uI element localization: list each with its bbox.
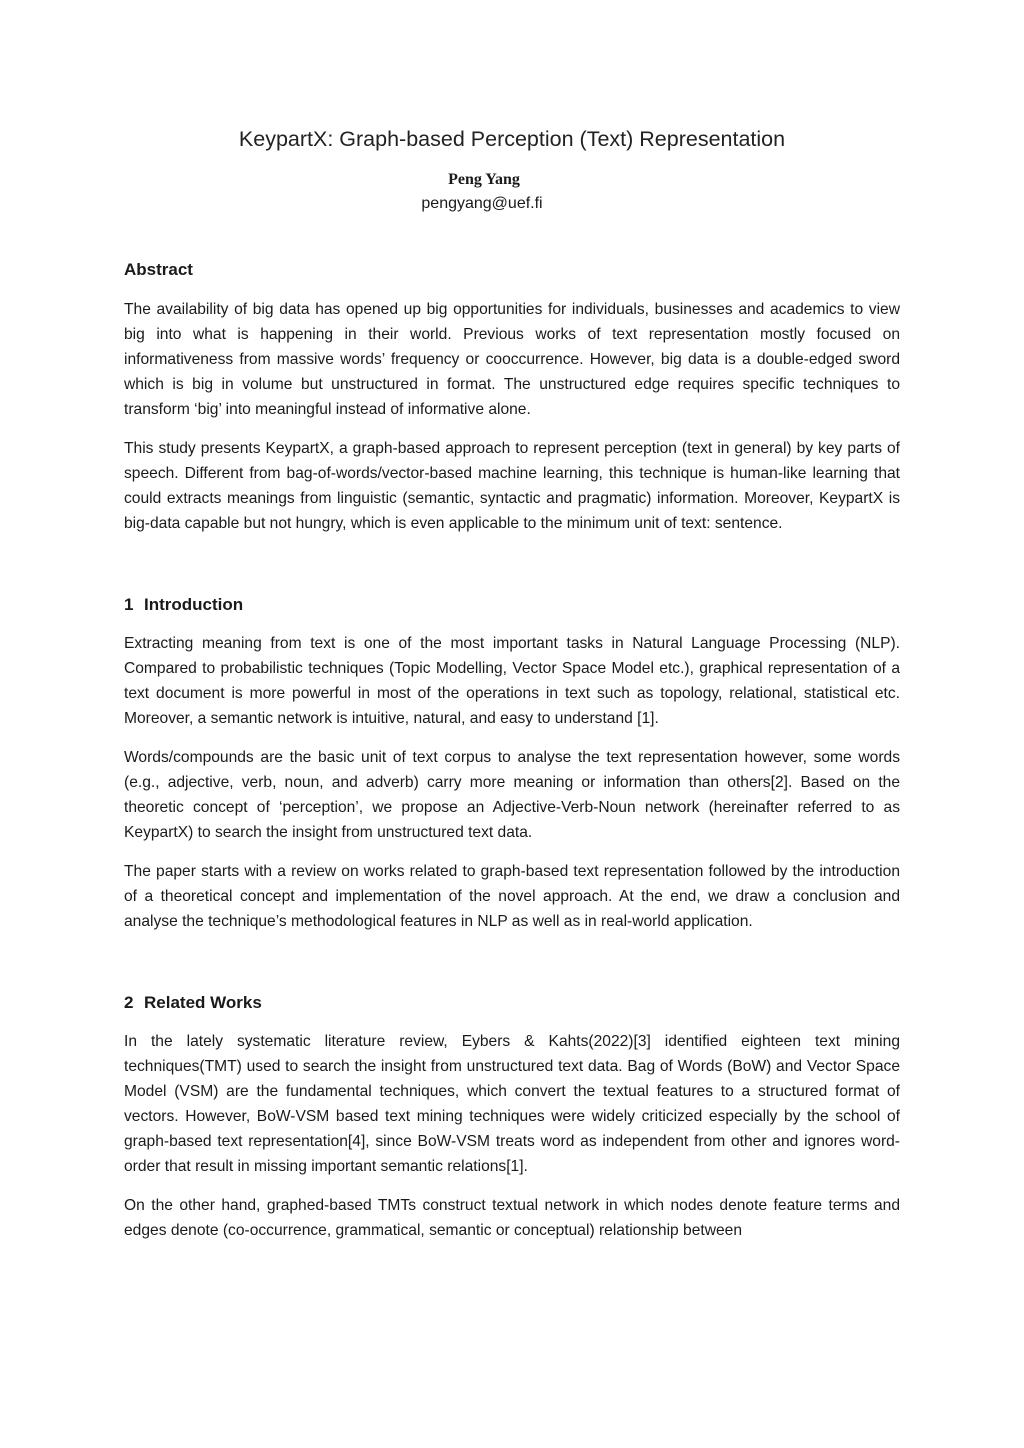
- section-heading-introduction: [124, 593, 900, 617]
- paper-body: [124, 258, 900, 1243]
- author-name: Peng Yang: [448, 171, 520, 188]
- author-email: pengyang@uef.fi: [421, 195, 543, 212]
- body-paragraph: Words/compounds are the basic unit of text corpus to analyse the text representation however, some words (e.g., adjective, verb, noun, and adverb) carry more meaning or information than others[2]. Based on the theoretic concept of ‘perception’, we propose an Adjective-Verb-Noun network (hereinafter referred to as KeypartX) to search the insight from unstructured text data.: [124, 749, 900, 841]
- section-title: Related Works: [144, 993, 262, 1012]
- abstract-heading: Abstract: [124, 260, 193, 279]
- body-paragraph: Extracting meaning from text is one of the most important tasks in Natural Language Processing (NLP). Compared to probabilistic techniques (Topic Modelling, Vector Space Model etc.), graphical representation of a text document is more powerful in most of the operations in text such as topology, relational, statistical etc. Moreover, a semantic network is intuitive, natural, and easy to understand [1].: [124, 635, 900, 727]
- abstract-paragraph: This study presents KeypartX, a graph-based approach to represent perception (text in general) by key parts of speech. Different from bag-of-words/vector-based machine learning, this technique is human-like learning that could extracts meanings from linguistic (semantic, syntactic and pragmatic) information. Moreover, KeypartX is big-data capable but not hungry, which is even applicable to the minimum unit of text: sentence.: [124, 440, 900, 532]
- section-number: 2: [124, 993, 134, 1012]
- body-paragraph: The paper starts with a review on works related to graph-based text representation followed by the introduction of a theoretical concept and implementation of the novel approach. At the end, we draw a conclusion and analyse the technique’s methodological features in NLP as well as in real-world application.: [124, 863, 900, 930]
- body-paragraph: On the other hand, graphed-based TMTs construct textual network in which nodes denote feature terms and edges denote (co-occurrence, grammatical, semantic or conceptual) relationship between: [124, 1197, 900, 1239]
- section-number: 1: [124, 595, 134, 614]
- paper-title: KeypartX: Graph-based Perception (Text) Representation: [238, 127, 786, 151]
- section-title: Introduction: [144, 595, 244, 614]
- abstract-paragraph: The availability of big data has opened up big opportunities for individuals, businesses and academics to view big into what is happening in their world. Previous works of text representation mostly focused on informativeness from massive words’ frequency or cooccurrence. However, big data is a double-edged sword which is big in volume but unstructured in format. The unstructured edge requires specific techniques to transform ‘big’ into meaningful instead of informative alone.: [124, 301, 900, 418]
- section-heading-related-works: [124, 991, 900, 1015]
- body-paragraph: In the lately systematic literature review, Eybers & Kahts(2022)[3] identified eighteen text mining techniques(TMT) used to search the insight from unstructured text data. Bag of Words (BoW) and Vector Space Model (VSM) are the fundamental techniques, which convert the textual features to a structured format of vectors. However, BoW-VSM based text mining techniques were widely criticized especially by the school of graph-based text representation[4], since BoW-VSM treats word as independent from other and ignores word-order that result in missing important semantic relations[1].: [124, 1033, 900, 1175]
